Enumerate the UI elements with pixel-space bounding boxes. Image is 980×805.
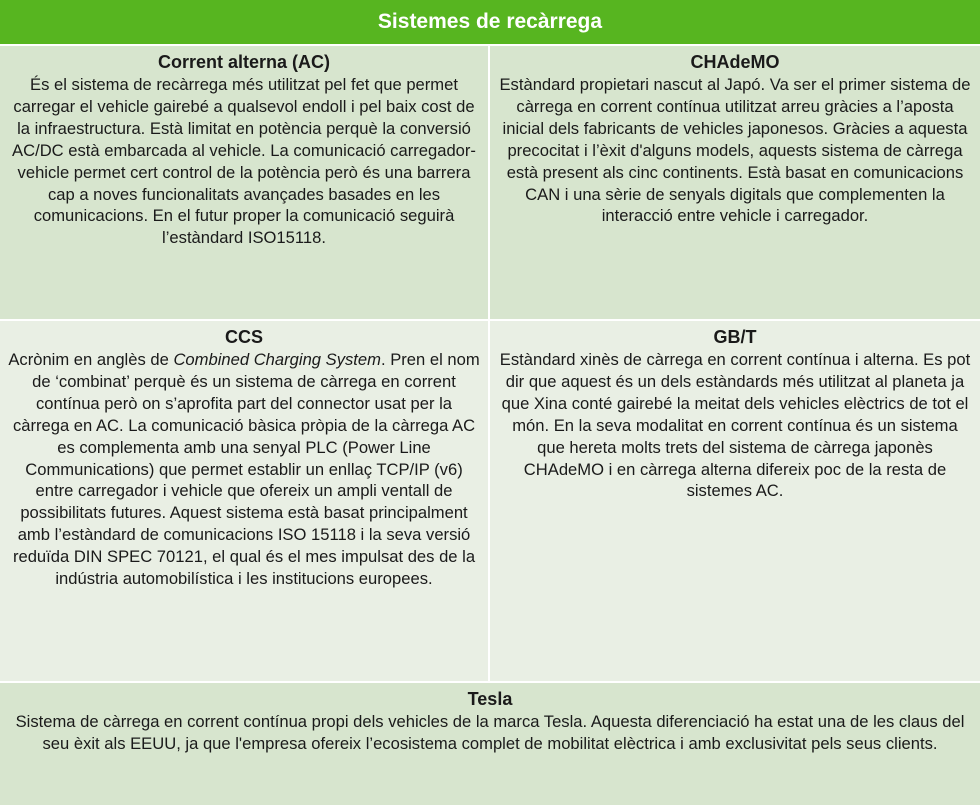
ccs-text-italic: Combined Charging System [173,350,381,369]
gbt-text: Estàndard xinès de càrrega en corrent contínua i alterna. Es pot dir que aquest és un dels estàndards més utilitzat al planeta ja que Xina conté gairebé la meitat dels vehicles elèctrics de tot el món. En la seva modalitat en corrent contínua és un sistema que hereta molts trets del sistema de càrrega japonès CHAdeMO i en càrrega alterna difereix poc de la resta de sistemes AC. [499,350,971,501]
ac-text: És el sistema de recàrrega més utilitzat pel fet que permet carregar el vehicle gairebé a qualsevol endoll i pel baix cost de la infraestructura. Està limitat en potència perquè la conversió AC/DC està embarcada al vehicle. La comunicació carregador-vehicle permet cert control de la potència però és una barrera cap a noves funcionalitats avançades basades en les comunicacions. En el futur proper la comunicació seguirà l’estàndard ISO15118. [12,75,476,248]
table-header [0,0,980,44]
ccs-text-before: Acrònim en anglès de [8,350,174,369]
ac-heading: Corrent alterna (AC) [157,52,331,72]
tesla-heading: Tesla [467,689,513,709]
cell-tesla [0,683,980,805]
chademo-text: Estàndard propietari nascut al Japó. Va ser el primer sistema de càrrega en corrent contínua utilitzat arreu gràcies a l’aposta inicial dels fabricants de vehicles japonesos. Gràcies a aquesta precocitat i l’èxit d'alguns models, aquests sistema de càrrega està present als cinc continents. Està basat en comunicacions CAN i una sèrie de senyals digitals que complementen la interacció entre vehicle i carregador. [499,75,971,226]
ccs-heading: CCS [224,327,263,347]
cell-chademo [490,46,980,319]
cell-ac [0,46,488,319]
table-title: Sistemes de recàrrega [377,10,603,33]
tesla-text: Sistema de càrrega en corrent contínua propi dels vehicles de la marca Tesla. Aquesta diferenciació ha estat una de les claus del seu èxit als EEUU, ja que l'empresa ofereix l’ecosistema complet de mobilitat elèctrica i amb exclusivitat pels seus clients. [15,712,965,753]
gbt-heading: GB/T [713,327,757,347]
cell-gbt [490,321,980,681]
ccs-text [8,349,480,590]
ccs-text-after: . Pren el nom de ‘combinat’ perquè és un sistema de càrrega en corrent contínua però on s’aprofita part del connector usat per la càrrega en AC. La comunicació bàsica pròpia de la càrrega AC es complementa amb una senyal PLC (Power Line Communications) que permet establir un enllaç TCP/IP (v6) entre carregador i vehicle que ofereix un ampli ventall de possibilitats futures. Aquest sistema està basat principalment amb l’estàndard de comunicacions ISO 15118 i la seva versió reduïda DIN SPEC 70121, el qual és el mes impulsat des de la indústria automobilística i les institucions europees. [12,350,480,589]
cell-ccs [0,321,488,681]
chademo-heading: CHAdeMO [690,52,780,72]
